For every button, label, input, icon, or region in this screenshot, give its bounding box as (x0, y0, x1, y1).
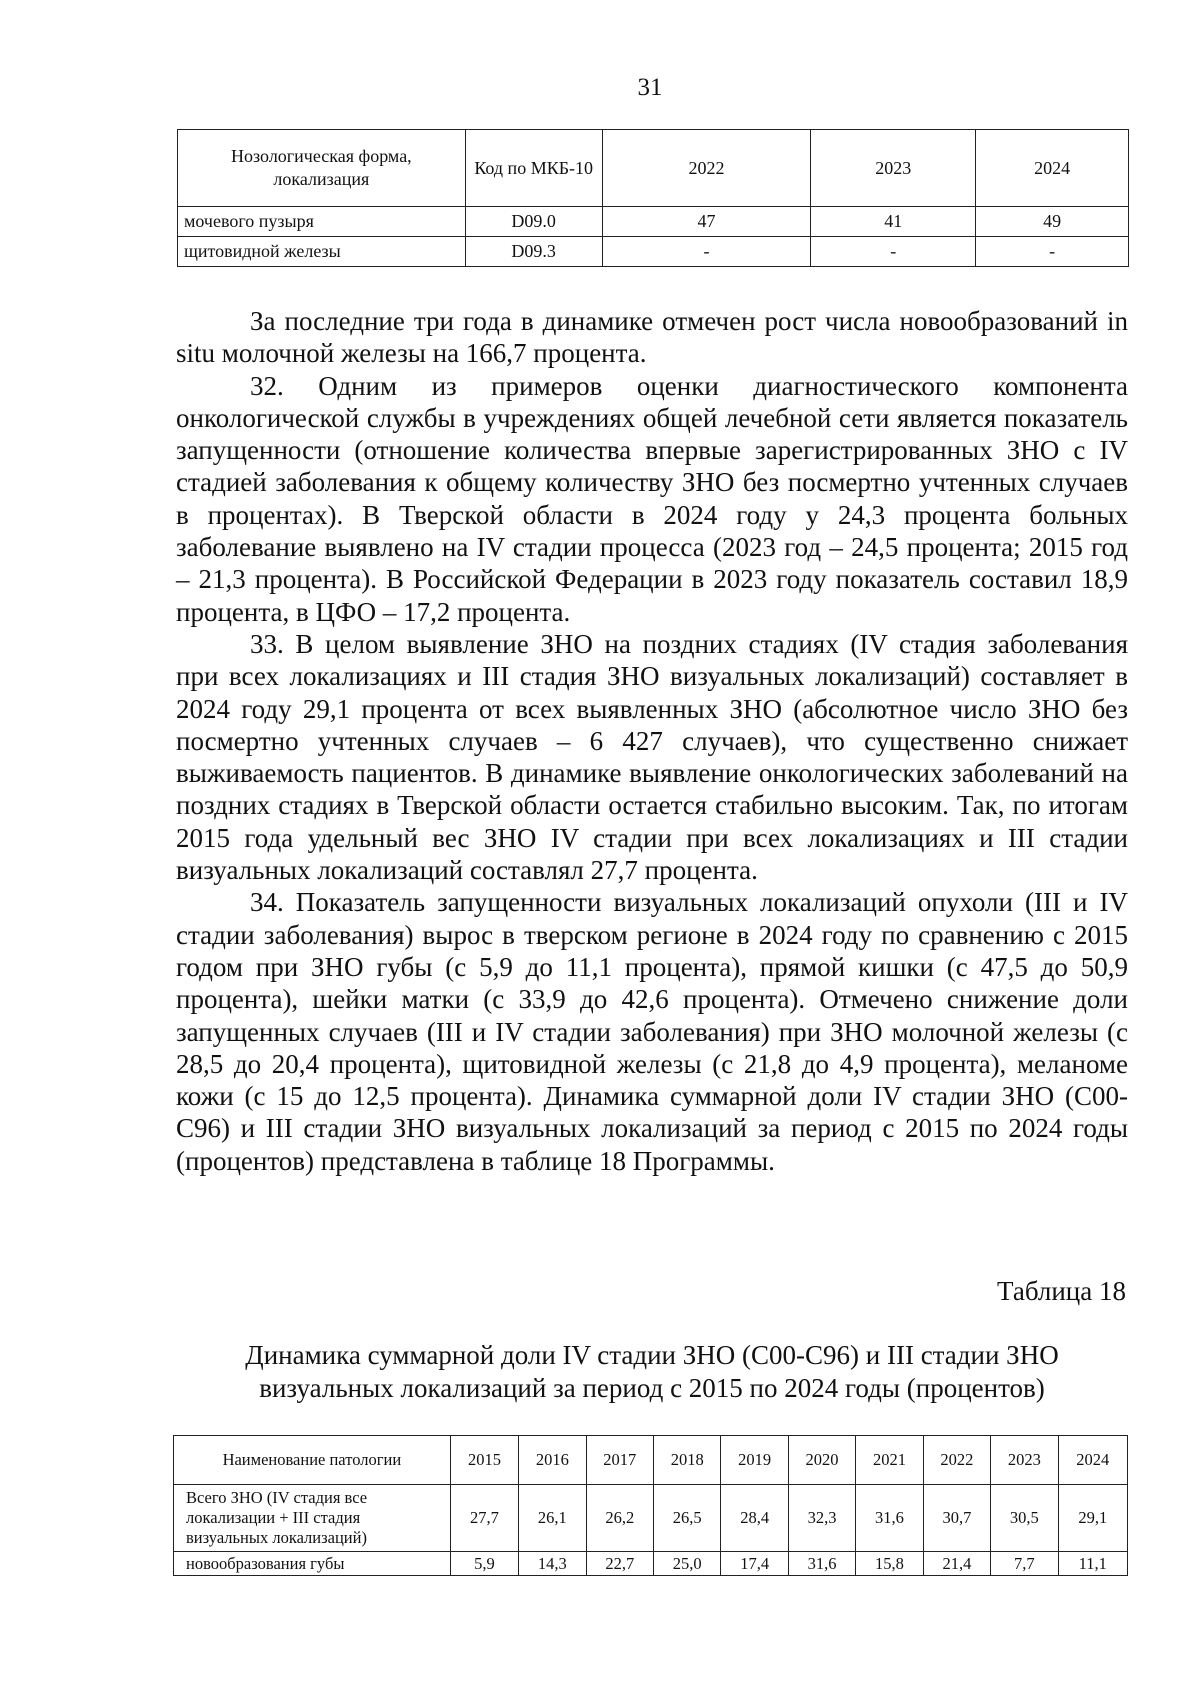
paragraph: 32. Одним из примеров оценки диагностического компонента онкологической службы в учреждениях общей лечебной сети является показатель запущенности (отношение количества впервые зарегистрированных ЗНО с IV стадией заболевания к общему количеству ЗНО без посмертно учтенных случаев в процентах). В Тверской области в 2024 году у 24,3 процента больных заболевание выявлено на IV стадии процесса (2023 год – 24,5 процента; 2015 год – 21,3 процента). В Российской Федерации в 2023 году показатель составил 18,9 процента, в ЦФО – 17,2 процента. (176, 370, 1128, 627)
header-cell: 2023 (811, 130, 976, 207)
header-cell: Нозологическая форма, локализация (178, 130, 466, 207)
table-cell: 5,9 (450, 1552, 518, 1576)
header-cell: 2021 (856, 1436, 923, 1485)
table-cell: - (602, 237, 811, 267)
table-row (178, 237, 1129, 267)
table-cell: 47 (602, 207, 811, 237)
table-cell: 22,7 (586, 1552, 653, 1576)
paragraph: 33. В целом выявление ЗНО на поздних стадиях (IV стадия заболевания при всех локализациях и III стадия ЗНО визуальных локализаций) составляет в 2024 году 29,1 процента от всех выявленных ЗНО (абсолютное число ЗНО без посмертно учтенных случаев – 6 427 случаев), что существенно снижает выживаемость пациентов. В динамике выявление онкологических заболеваний на поздних стадиях в Тверской области остается стабильно высоким. Так, по итогам 2015 года удельный вес ЗНО IV стадии при всех локализациях и III стадии визуальных локализаций составлял 27,7 процента. (176, 628, 1128, 886)
table-cell: 31,6 (856, 1485, 923, 1552)
table-cell: 29,1 (1058, 1485, 1127, 1552)
table-cell: 30,7 (923, 1485, 990, 1552)
header-cell: 2023 (991, 1436, 1058, 1485)
table-nosology-in-situ (177, 129, 1129, 267)
table-cell: 7,7 (991, 1552, 1058, 1576)
table-cell: 49 (976, 207, 1129, 237)
header-cell: 2024 (1058, 1436, 1127, 1485)
table-header-row (178, 130, 1129, 207)
table-cell: - (976, 237, 1129, 267)
table-cell: 25,0 (654, 1552, 721, 1576)
table-cell: 26,2 (586, 1485, 653, 1552)
table-cell: 11,1 (1058, 1552, 1127, 1576)
header-cell: 2022 (923, 1436, 990, 1485)
header-cell: Код по МКБ-10 (465, 130, 602, 207)
table-cell: 32,3 (788, 1485, 855, 1552)
table-cell: новообразования губы (174, 1552, 451, 1576)
table-cell: 28,4 (721, 1485, 788, 1552)
table-cell: 15,8 (856, 1552, 923, 1576)
header-cell: 2018 (654, 1436, 721, 1485)
table-cell: 30,5 (991, 1485, 1058, 1552)
table-cell: Всего ЗНО (IV стадия все локализации + III стадия визуальных локализаций) (174, 1485, 451, 1552)
table-cell: D09.0 (465, 207, 602, 237)
header-cell: 2024 (976, 130, 1129, 207)
table-cell: 14,3 (519, 1552, 586, 1576)
header-cell: 2015 (450, 1436, 518, 1485)
table-cell: 31,6 (788, 1552, 855, 1576)
header-cell: 2020 (788, 1436, 855, 1485)
table-late-stage-dynamics (173, 1435, 1128, 1576)
table-cell: мочевого пузыря (178, 207, 466, 237)
paragraph: 34. Показатель запущенности визуальных локализаций опухоли (III и IV стадии заболевания) вырос в тверском регионе в 2024 году по сравнению с 2015 годом при ЗНО губы (с 5,9 до 11,1 процента), прямой кишки (с 47,5 до 50,9 процента), шейки матки (с 33,9 до 42,6 процента). Отмечено снижение доли запущенных случаев (III и IV стадии заболевания) при ЗНО молочной железы (с 28,5 до 20,4 процента), щитовидной железы (с 21,8 до 4,9 процента), меланоме кожи (с 15 до 12,5 процента). Динамика суммарной доли IV стадии ЗНО (С00-С96) и III стадии ЗНО визуальных локализаций за период с 2015 по 2024 годы (процентов) представлена в таблице 18 Программы. (176, 887, 1128, 1176)
table-row (178, 207, 1129, 237)
table-row (174, 1485, 1128, 1552)
header-cell: 2017 (586, 1436, 653, 1485)
paragraph: За последние три года в динамике отмечен рост числа новообразований in situ молочной железы на 166,7 процента. (176, 306, 1128, 369)
table-cell: 41 (811, 207, 976, 237)
table-cell: - (811, 237, 976, 267)
header-cell: 2022 (602, 130, 811, 207)
table-title: Динамика суммарной доли IV стадии ЗНО (С00-С96) и III стадии ЗНО визуальных локализаций за период с 2015 по 2024 годы (процентов) (245, 1340, 1059, 1403)
table-row (174, 1552, 1128, 1576)
table-cell: 26,1 (519, 1485, 586, 1552)
table-header-row (174, 1436, 1128, 1485)
table-cell: щитовидной железы (178, 237, 466, 267)
page-number: 31 (637, 74, 663, 101)
table-cell: 17,4 (721, 1552, 788, 1576)
table-label: Таблица 18 (997, 1276, 1126, 1306)
table-cell: 26,5 (654, 1485, 721, 1552)
table-cell: 21,4 (923, 1552, 990, 1576)
table-cell: 27,7 (450, 1485, 518, 1552)
header-cell: 2016 (519, 1436, 586, 1485)
header-cell: Наименование патологии (174, 1436, 451, 1485)
table-cell: D09.3 (465, 237, 602, 267)
header-cell: 2019 (721, 1436, 788, 1485)
body-text (176, 305, 1128, 1177)
